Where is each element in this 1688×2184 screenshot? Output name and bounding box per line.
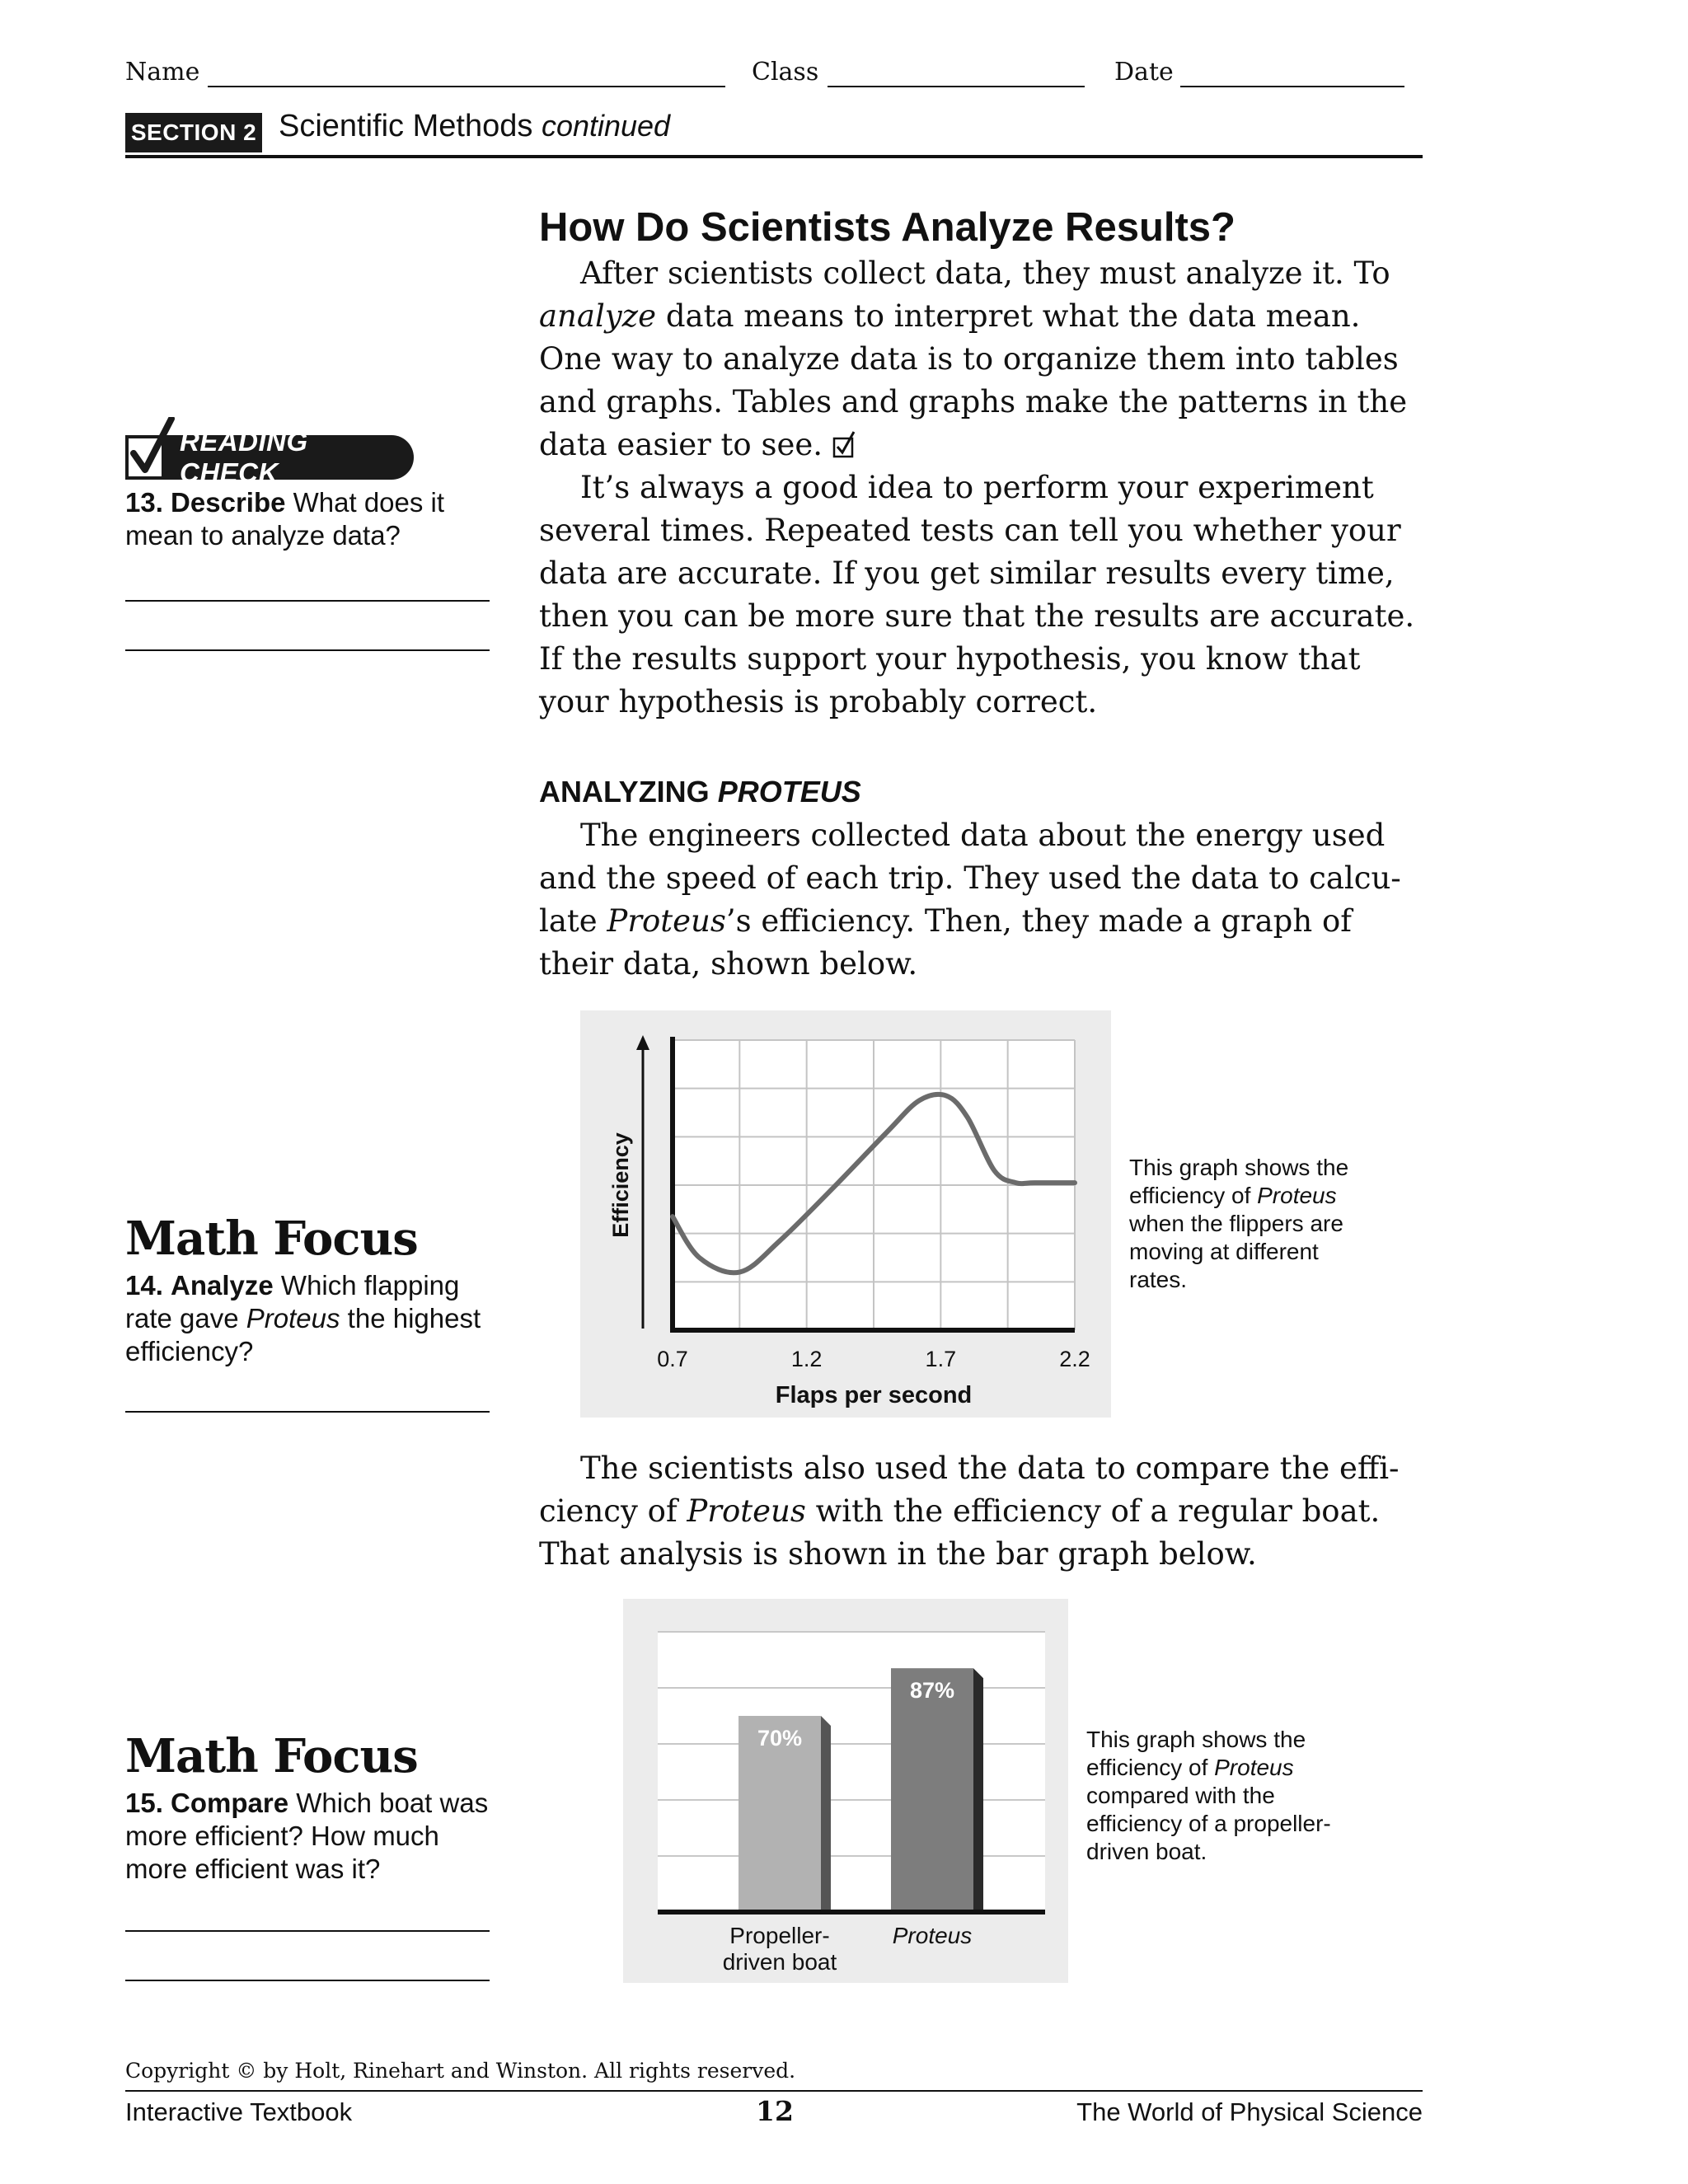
reading-check-label: READING CHECK [165,435,414,480]
section-continued: continued [541,109,671,143]
answer-line-13b[interactable] [125,649,490,651]
x-tick-label: 2.2 [1059,1347,1090,1371]
y-axis-label: Efficiency [608,1132,633,1238]
line-caption-em: Proteus [1257,1183,1337,1208]
bar-side [821,1716,831,1912]
bar-caption-b: compared with the efficiency of a propeller-driven boat. [1086,1783,1331,1864]
question-15 [125,1787,504,1886]
name-line[interactable] [208,86,725,87]
category-label: driven boat [722,1949,837,1975]
bar-chart-panel [623,1599,1068,1983]
line-caption-a: This graph shows the efficiency of [1129,1155,1349,1208]
copyright: Copyright © by Holt, Rinehart and Winston. All rights reserved. [125,2059,796,2083]
math-focus-heading-1: Math Focus [125,1212,418,1266]
bar [891,1668,973,1912]
paragraph-1 [539,252,1429,724]
main-heading: How Do Scientists Analyze Results? [539,205,1236,250]
question-14 [125,1269,504,1368]
check-box-icon [832,430,857,458]
q15-num: 15. [125,1788,163,1818]
date-line[interactable] [1180,86,1404,87]
x-tick-label: 1.2 [790,1347,823,1371]
answer-line-15a[interactable] [125,1930,490,1932]
footer-rule [125,2090,1423,2092]
class-line[interactable] [828,86,1085,87]
x-axis-label: Flaps per second [775,1382,973,1408]
bar-value-label: 87% [909,1678,955,1704]
plot-area [658,1632,1045,1912]
section-title-text: Scientific Methods [279,109,533,143]
line-caption-b: when the flippers are moving at different rates. [1129,1211,1343,1292]
para2: It’s always a good idea to perform your experiment several times. Repeated tests can tell you whether your data are accurate. If you get similar results every time, then you can be more sure that the results are accurate. If the results support your hypothesis, you know that your hypothesis is probably correct. [539,470,1415,719]
line-chart-caption [1129,1154,1376,1294]
section-title [279,109,670,144]
para4-b: with the efficiency of a regular boat. That analysis is shown in the bar graph below. [539,1493,1381,1572]
q13-verb: Describe [171,487,286,518]
para1-b: data means to interpret what the data mean. One way to analyze data is to organize them into tables and graphs. Tables and graphs make the patterns in the data easier to see. [539,298,1408,462]
q14-text-a: Which flapping rate gave [125,1270,460,1333]
answer-line-13a[interactable] [125,600,490,602]
subheading-a: ANALYZING [539,775,718,808]
subheading-analyzing [539,775,861,809]
para4-em: Proteus [687,1493,806,1529]
answer-line-14[interactable] [125,1411,490,1413]
q14-text-b: the highest efficiency? [125,1303,481,1366]
para1-em: analyze [539,298,657,334]
q13-text: What does it mean to analyze data? [125,487,445,551]
para3-b: ’s efficiency. Then, they made a graph of their data, shown below. [539,903,1352,982]
reading-check-badge [125,426,414,488]
line-chart-panel [580,1010,1111,1418]
class-label: Class [752,58,819,87]
x-tick-label: 1.7 [925,1347,957,1371]
section-rule [125,155,1423,158]
q14-num: 14. [125,1270,163,1301]
q15-text: Which boat was more efficient? How much more efficient was it? [125,1788,489,1884]
q14-em: Proteus [246,1303,340,1333]
x-tick-label: 0.7 [657,1347,688,1371]
bar-value-label: 70% [757,1726,803,1750]
y-arrow-head-icon [636,1035,649,1050]
para1-a: After scientists collect data, they must analyze it. To [580,255,1390,291]
page-number: 12 [756,2095,794,2127]
subheading-em: PROTEUS [717,775,861,808]
footer-book-title: Interactive Textbook [125,2097,353,2126]
category-label: Propeller- [729,1923,830,1948]
q15-verb: Compare [171,1788,289,1818]
q13-num: 13. [125,487,163,518]
footer-course-title: The World of Physical Science [1076,2097,1423,2126]
bar-caption-a: This graph shows the efficiency of [1086,1727,1306,1780]
para3-a: The engineers collected data about the energy used and the speed of each trip. They used the data to calcu-late [539,818,1401,939]
bar-caption-em: Proteus [1214,1755,1294,1780]
bar-chart [623,1599,1068,1983]
bar-chart-caption [1086,1726,1342,1866]
math-focus-heading-2: Math Focus [125,1729,418,1783]
paragraph-3 [539,814,1429,986]
para3-em: Proteus [607,903,726,939]
section-badge: SECTION 2 [125,113,262,152]
question-13 [125,486,504,552]
category-label: Proteus [892,1923,973,1948]
name-label: Name [125,58,200,87]
paragraph-4 [539,1447,1429,1576]
line-chart [580,1010,1111,1418]
para4-a: The scientists also used the data to compare the effi-ciency of [539,1451,1400,1529]
bar-side [973,1668,983,1912]
q14-verb: Analyze [171,1270,274,1301]
answer-line-15b[interactable] [125,1980,490,1981]
date-label: Date [1114,58,1174,87]
